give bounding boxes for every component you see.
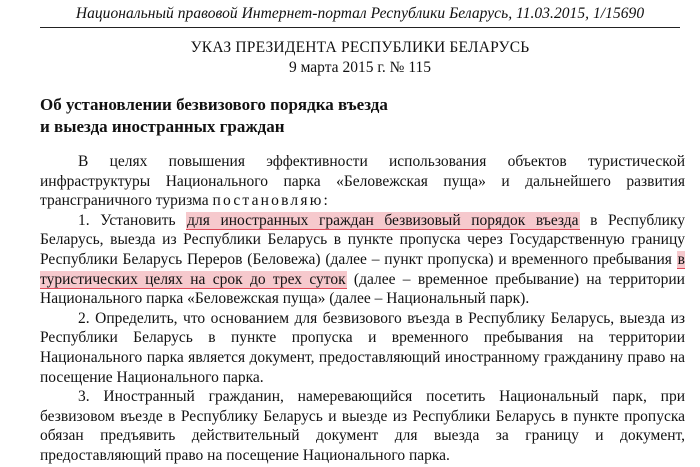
preamble-keyword: постановляю: [212, 192, 330, 210]
paragraph-1 [40, 211, 685, 309]
paragraph-3: 3. Иностранный гражданин, намеревающийся посетить Национальный парк, при безвизовом въезде в Республику Беларусь и выезде из Республики Беларусь в пункте пропуска обязан предъявить действительный документ для выезда за границу и документ, предоставляющий право на посещение Национального парка. [40, 388, 685, 464]
highlighted-phrase-three-days: в туристических целях на срок до трех суток [40, 250, 685, 288]
header-divider [40, 27, 680, 28]
highlighted-phrase-visa-free-entry: для иностранных граждан безвизовый порядок въезда [187, 211, 579, 229]
paragraph-1-end: (далее – временное пребывание) на территории Национального парка «Беловежская пуща» (далее – Национальный парк). [40, 270, 685, 308]
decree-date: 9 марта 2015 г. № 115 [288, 59, 432, 76]
decree-heading-line-2: и выезда иностранных граждан [40, 117, 285, 136]
paragraph-2: 2. Определить, что основанием для безвизового въезда в Республику Беларусь, выезда из Республики Беларусь в пункте пропуска и временного пребывания на территории Национального парка является документ, предоставляющий иностранному гражданину право на посещение Национального парка. [40, 309, 685, 386]
decree-heading-line-1: Об установлении безвизового порядка въезда [40, 95, 388, 114]
paragraph-1-intro: 1. Установить [78, 211, 187, 229]
decree-title: УКАЗ ПРЕЗИДЕНТА РЕСПУБЛИКИ БЕЛАРУСЬ [190, 39, 530, 56]
decree-body [40, 152, 685, 466]
preamble-paragraph [40, 152, 685, 211]
preamble-text: В целях повышения эффективности использования объектов туристической инфраструктуры Национального парка «Беловежская пуща» и дальнейшего развития трансграничного туризма [40, 153, 685, 210]
publication-source-line: Национальный правовой Интернет-портал Республики Беларусь, 11.03.2015, 1/15690 [75, 5, 645, 22]
decree-heading [40, 94, 600, 138]
paragraph-1-middle: в Республику Беларусь, выезда из Республики Беларусь в пункте пропуска через Государственную границу Республики Беларусь Переров (Беловежа) (далее – пункт пропуска) и временного пребывания [40, 211, 685, 268]
